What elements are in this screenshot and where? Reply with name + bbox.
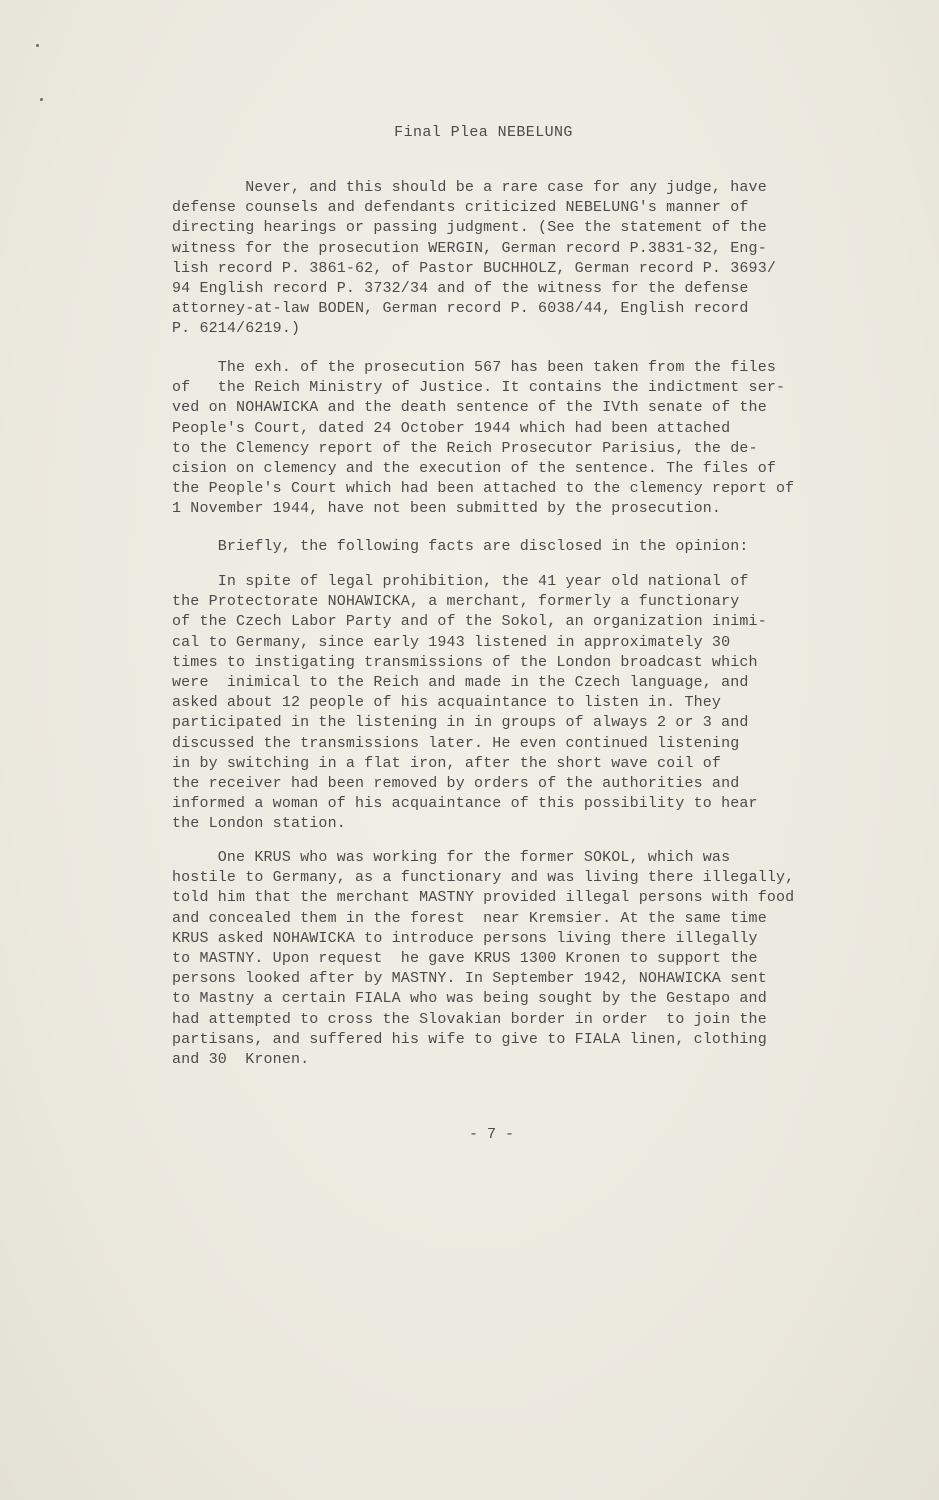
text-line: attorney-at-law BODEN, German record P. 6038/44, English record (172, 300, 749, 318)
text-line: Briefly, the following facts are disclosed in the opinion: (172, 538, 749, 555)
paragraph-3 (172, 537, 832, 557)
punch-mark (36, 44, 39, 47)
text-line: of the Czech Labor Party and of the Sokol, an organization inimi- (172, 613, 767, 631)
text-line: told him that the merchant MASTNY provided illegal persons with food (172, 889, 795, 907)
text-line: partisans, and suffered his wife to give to FIALA linen, clothing (172, 1030, 767, 1048)
text-line: One KRUS who was working for the former SOKOL, which was (172, 849, 731, 866)
paragraph-1 (172, 178, 832, 340)
text-line: the Protectorate NOHAWICKA, a merchant, formerly a functionary (172, 593, 740, 611)
text-line: to the Clemency report of the Reich Prosecutor Parisius, the de- (172, 439, 758, 457)
text-line: In spite of legal prohibition, the 41 year old national of (172, 573, 749, 590)
text-line: witness for the prosecution WERGIN, German record P.3831-32, Eng- (172, 239, 767, 257)
text-line: had attempted to cross the Slovakian border in order to join the (172, 1010, 767, 1028)
text-line: the receiver had been removed by orders of the authorities and (172, 775, 740, 793)
text-line: directing hearings or passing judgment. (See the statement of the (172, 219, 767, 237)
punch-mark (40, 98, 43, 101)
text-line: asked about 12 people of his acquaintance to listen in. They (172, 694, 722, 712)
text-line: P. 6214/6219.) (172, 320, 301, 338)
text-line: the London station. (172, 815, 346, 833)
page-number: - 7 - (468, 1126, 514, 1143)
text-line: ved on NOHAWICKA and the death sentence of the IVth senate of the (172, 399, 767, 417)
text-line: defense counsels and defendants criticized NEBELUNG's manner of (172, 199, 749, 217)
document-title: Final Plea NEBELUNG (394, 124, 573, 141)
text-line: to Mastny a certain FIALA who was being sought by the Gestapo and (172, 990, 767, 1008)
text-line: The exh. of the prosecution 567 has been taken from the files (172, 359, 776, 376)
text-line: cision on clemency and the execution of the sentence. The files of (172, 460, 776, 478)
text-line: KRUS asked NOHAWICKA to introduce persons living there illegally (172, 929, 758, 947)
text-line: of the Reich Ministry of Justice. It contains the indictment ser- (172, 379, 786, 397)
text-line: the People's Court which had been attached to the clemency report of (172, 480, 795, 498)
text-line: to MASTNY. Upon request he gave KRUS 1300 Kronen to support the (172, 950, 758, 968)
text-line: participated in the listening in in groups of always 2 or 3 and (172, 714, 749, 732)
text-line: informed a woman of his acquaintance of this possibility to hear (172, 795, 758, 813)
text-line: 1 November 1944, have not been submitted by the prosecution. (172, 500, 722, 518)
text-line: hostile to Germany, as a functionary and was living there illegally, (172, 869, 795, 887)
text-line: cal to Germany, since early 1943 listened in approximately 30 (172, 633, 731, 651)
text-line: times to instigating transmissions of the London broadcast which (172, 653, 758, 671)
text-line: were inimical to the Reich and made in the Czech language, and (172, 674, 749, 692)
text-line: in by switching in a flat iron, after the short wave coil of (172, 754, 722, 772)
paragraph-4 (172, 572, 832, 835)
text-line: Never, and this should be a rare case for any judge, have (172, 179, 767, 196)
text-line: 94 English record P. 3732/34 and of the witness for the defense (172, 280, 749, 298)
text-line: and 30 Kronen. (172, 1051, 310, 1069)
paragraph-5 (172, 848, 832, 1070)
text-line: persons looked after by MASTNY. In September 1942, NOHAWICKA sent (172, 970, 767, 988)
text-line: People's Court, dated 24 October 1944 which had been attached (172, 419, 731, 437)
text-line: discussed the transmissions later. He even continued listening (172, 734, 740, 752)
paragraph-2 (172, 358, 832, 520)
text-line: and concealed them in the forest near Kremsier. At the same time (172, 909, 767, 927)
text-line: lish record P. 3861-62, of Pastor BUCHHOLZ, German record P. 3693/ (172, 259, 776, 277)
